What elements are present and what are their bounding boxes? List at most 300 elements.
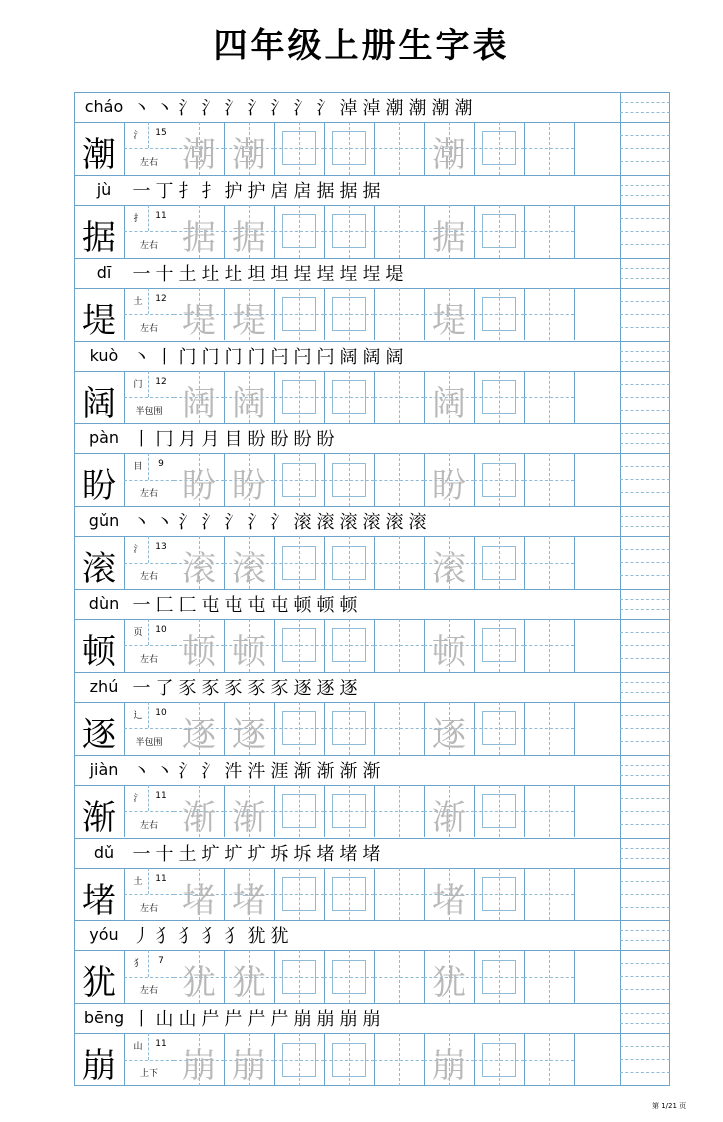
trace-character: 潮 xyxy=(182,135,216,175)
trace-character: 滚 xyxy=(182,549,216,590)
trace-character: 据 xyxy=(432,217,466,258)
structure-label: 左右 xyxy=(139,240,158,251)
trace-character: 阔 xyxy=(232,383,266,424)
right-guide-line xyxy=(620,658,670,659)
stroke-step: 埕 xyxy=(293,263,312,285)
info-divider xyxy=(124,397,174,398)
stroke-count: 7 xyxy=(158,956,164,967)
stroke-step: 崩 xyxy=(362,1009,381,1031)
stroke-step: 逐 xyxy=(339,677,358,699)
stroke-step: 犹 xyxy=(270,926,289,948)
cell-guide xyxy=(399,536,400,589)
stroke-step: 崩 xyxy=(293,1009,312,1031)
stroke-step: 犭 xyxy=(224,926,243,948)
stroke-step: 屵 xyxy=(270,1009,289,1031)
practice-cell-divider xyxy=(574,122,575,175)
pinyin-label: gǔn xyxy=(88,511,120,531)
stroke-order xyxy=(130,423,337,453)
stroke-step: 盼 xyxy=(316,429,335,451)
stroke-step: 丨 xyxy=(132,1009,151,1031)
info-divider xyxy=(148,453,149,479)
stroke-step: 潮 xyxy=(385,98,404,119)
stroke-step: 土 xyxy=(178,843,197,865)
trace-character: 堤 xyxy=(432,300,466,341)
stroke-step: 月 xyxy=(178,429,197,451)
stroke-step: 潮 xyxy=(408,98,427,119)
stroke-step: 据 xyxy=(316,180,335,202)
inner-practice-box xyxy=(282,214,316,248)
stroke-step: 坦 xyxy=(270,263,289,285)
cell-guide xyxy=(399,950,400,1003)
right-guide-line xyxy=(620,1059,670,1060)
cell-guide xyxy=(399,453,400,506)
trace-character: 顿 xyxy=(232,632,266,672)
inner-practice-box xyxy=(482,297,516,331)
stroke-count: 11 xyxy=(155,210,167,221)
stroke-step: 闩 xyxy=(270,346,289,368)
stroke-order xyxy=(130,755,383,785)
practice-cell-divider xyxy=(574,205,575,258)
trace-character: 顿 xyxy=(432,632,466,672)
stroke-step: 盼 xyxy=(247,429,266,451)
inner-practice-box xyxy=(282,297,316,331)
right-guide-line xyxy=(620,268,670,269)
stroke-order xyxy=(130,258,406,288)
right-guide-line xyxy=(620,645,670,646)
cell-guide xyxy=(399,1033,400,1086)
right-guide-line xyxy=(620,930,670,931)
stroke-step: 犭 xyxy=(201,926,220,948)
stroke-step: 一 xyxy=(132,595,151,616)
right-guide-line xyxy=(620,894,670,895)
trace-character: 阔 xyxy=(432,383,466,424)
stroke-step: 目 xyxy=(224,429,243,451)
inner-practice-box xyxy=(282,960,316,994)
stroke-step: 丶 xyxy=(132,98,151,119)
pinyin-divider xyxy=(74,1033,670,1034)
stroke-step: 淖 xyxy=(362,98,381,119)
right-guide-line xyxy=(620,102,670,103)
trace-character: 盼 xyxy=(432,466,466,507)
right-guide-line xyxy=(620,682,670,683)
structure-label: 上下 xyxy=(139,1069,158,1080)
stroke-step: 渐 xyxy=(316,760,335,782)
pinyin-divider xyxy=(74,453,670,454)
inner-practice-box xyxy=(482,380,516,414)
stroke-order xyxy=(130,1003,383,1033)
main-character: 逐 xyxy=(82,714,116,755)
stroke-step: 阔 xyxy=(362,346,381,368)
info-divider xyxy=(148,536,149,562)
info-divider xyxy=(124,148,174,149)
radical-label: 辶 xyxy=(133,710,143,721)
stroke-order xyxy=(130,920,291,950)
right-guide-line xyxy=(620,410,670,411)
stroke-step: 丶 xyxy=(155,512,174,534)
trace-character: 逐 xyxy=(232,714,266,755)
stroke-order xyxy=(130,92,475,122)
stroke-step: 埕 xyxy=(362,263,381,285)
stroke-step: 氵 xyxy=(270,512,289,534)
stroke-step: 十 xyxy=(155,843,174,865)
character-practice-sheet xyxy=(74,92,670,1086)
stroke-step: 匚 xyxy=(178,595,197,616)
stroke-step: 闩 xyxy=(316,346,335,368)
trace-character: 渐 xyxy=(432,797,466,838)
stroke-step: 豕 xyxy=(178,677,197,699)
stroke-step: 堵 xyxy=(316,843,335,865)
stroke-step: 氵 xyxy=(178,98,197,119)
pinyin-label: jù xyxy=(96,179,112,199)
practice-cell-divider xyxy=(574,619,575,672)
right-guide-line xyxy=(620,1046,670,1047)
stroke-step: 氵 xyxy=(247,98,266,119)
right-guide-line xyxy=(620,765,670,766)
stroke-step: 涯 xyxy=(270,760,289,782)
stroke-step: 崩 xyxy=(339,1009,358,1031)
stroke-step: 匚 xyxy=(155,595,174,616)
right-guide-line xyxy=(620,1072,670,1073)
right-guide-line xyxy=(620,135,670,136)
main-character: 犹 xyxy=(82,963,116,1004)
stroke-step: 豕 xyxy=(224,677,243,699)
stroke-step: 埕 xyxy=(316,263,335,285)
info-divider xyxy=(148,702,149,728)
stroke-step: 圹 xyxy=(224,843,243,865)
stroke-step: 滚 xyxy=(408,512,427,534)
cell-guide xyxy=(549,1033,550,1086)
info-divider xyxy=(124,977,174,978)
stroke-step: 丨 xyxy=(155,346,174,368)
stroke-step: 氵 xyxy=(293,98,312,119)
pinyin-label: dī xyxy=(96,262,112,282)
stroke-step: 屯 xyxy=(201,595,220,616)
stroke-step: 丁 xyxy=(155,180,174,202)
cell-guide xyxy=(399,702,400,755)
stroke-step: 堵 xyxy=(362,843,381,865)
cell-guide xyxy=(549,950,550,1003)
trace-character: 犹 xyxy=(432,963,466,1004)
cell-guide xyxy=(549,619,550,672)
trace-character: 盼 xyxy=(182,466,216,507)
info-divider xyxy=(124,314,174,315)
pinyin-label: bēng xyxy=(83,1008,125,1028)
radical-label: 土 xyxy=(133,296,143,307)
cell-guide xyxy=(399,205,400,258)
stroke-step: 丶 xyxy=(132,512,151,534)
pinyin-divider xyxy=(74,122,670,123)
inner-practice-box xyxy=(332,131,366,165)
right-guide-line xyxy=(620,479,670,480)
stroke-step: 山 xyxy=(178,1009,197,1031)
info-divider xyxy=(148,868,149,894)
stroke-order xyxy=(130,672,360,702)
right-guide-line xyxy=(620,549,670,550)
right-guide-line xyxy=(620,562,670,563)
stroke-step: 豕 xyxy=(247,677,266,699)
info-divider xyxy=(148,205,149,231)
structure-label: 左右 xyxy=(139,820,158,831)
right-guide-line xyxy=(620,361,670,362)
cell-guide xyxy=(549,453,550,506)
trace-character: 渐 xyxy=(232,797,266,838)
practice-cell-divider xyxy=(574,371,575,424)
stroke-order xyxy=(130,838,383,868)
stroke-step: 阔 xyxy=(339,346,358,368)
stroke-step: 山 xyxy=(155,1009,174,1031)
inner-practice-box xyxy=(282,463,316,497)
right-guide-line xyxy=(620,599,670,600)
right-guide-line xyxy=(620,443,670,444)
stroke-step: 滚 xyxy=(385,512,404,534)
trace-character: 据 xyxy=(182,217,216,258)
inner-practice-box xyxy=(332,380,366,414)
right-guide-line xyxy=(620,907,670,908)
page-title: 四年级上册生字表 xyxy=(213,26,510,66)
cell-guide xyxy=(549,785,550,838)
right-guide-line xyxy=(620,433,670,434)
stroke-step: 氵 xyxy=(247,512,266,534)
structure-label: 半包围 xyxy=(135,406,163,417)
structure-label: 左右 xyxy=(139,158,158,168)
cell-guide xyxy=(549,371,550,424)
stroke-step: 据 xyxy=(339,180,358,202)
cell-guide xyxy=(549,122,550,175)
stroke-step: 堤 xyxy=(385,263,404,285)
stroke-count: 15 xyxy=(155,128,167,138)
stroke-step: 一 xyxy=(132,843,151,865)
stroke-step: 滚 xyxy=(293,512,312,534)
right-guide-line xyxy=(620,940,670,941)
radical-label: 门 xyxy=(133,379,143,390)
pinyin-label: jiàn xyxy=(89,759,119,779)
info-divider xyxy=(148,288,149,314)
stroke-step: 丶 xyxy=(155,760,174,782)
stroke-step: 扂 xyxy=(293,180,312,202)
stroke-step: 埕 xyxy=(339,263,358,285)
trace-character: 据 xyxy=(232,217,266,258)
stroke-step: 豕 xyxy=(201,677,220,699)
right-guide-line xyxy=(620,185,670,186)
inner-practice-box xyxy=(282,794,316,828)
inner-practice-box xyxy=(332,628,366,662)
right-guide-line xyxy=(620,881,670,882)
structure-label: 左右 xyxy=(139,323,158,334)
stroke-step: 丶 xyxy=(132,760,151,782)
trace-character: 崩 xyxy=(182,1046,216,1087)
right-guide-line xyxy=(620,351,670,352)
inner-practice-box xyxy=(282,1043,316,1077)
inner-practice-box xyxy=(332,546,366,580)
stroke-step: 渐 xyxy=(339,760,358,782)
right-guide-line xyxy=(620,301,670,302)
pinyin-divider xyxy=(74,536,670,537)
main-character: 渐 xyxy=(82,797,116,838)
stroke-step: 屯 xyxy=(224,595,243,616)
radical-label: 氵 xyxy=(133,131,143,141)
stroke-order xyxy=(130,341,406,371)
right-guide-line xyxy=(620,989,670,990)
inner-practice-box xyxy=(282,131,316,165)
stroke-count: 13 xyxy=(155,542,167,553)
stroke-step: 滚 xyxy=(316,512,335,534)
stroke-step: 顿 xyxy=(316,595,335,616)
right-guide-line xyxy=(620,798,670,799)
right-guide-line xyxy=(620,632,670,633)
info-divider xyxy=(124,645,174,646)
stroke-count: 9 xyxy=(158,459,164,470)
trace-character: 渐 xyxy=(182,797,216,838)
inner-practice-box xyxy=(482,131,516,165)
trace-character: 阔 xyxy=(182,383,216,424)
stroke-step: 氵 xyxy=(201,98,220,119)
page-number: 第 1/21 页 xyxy=(652,1102,687,1110)
stroke-step: 顿 xyxy=(339,595,358,616)
stroke-step: 护 xyxy=(224,180,243,202)
right-guide-line xyxy=(620,314,670,315)
pinyin-divider xyxy=(74,619,670,620)
stroke-step: 屵 xyxy=(201,1009,220,1031)
info-divider xyxy=(148,122,149,148)
inner-practice-box xyxy=(482,1043,516,1077)
right-guide-line xyxy=(620,148,670,149)
right-guide-line xyxy=(620,526,670,527)
right-guide-line xyxy=(620,1023,670,1024)
inner-practice-box xyxy=(482,546,516,580)
right-guide-line xyxy=(620,824,670,825)
structure-label: 左右 xyxy=(139,655,158,665)
trace-character: 崩 xyxy=(432,1046,466,1087)
radical-label: 山 xyxy=(133,1042,143,1053)
stroke-step: 顿 xyxy=(293,595,312,616)
inner-practice-box xyxy=(482,711,516,745)
main-character: 堤 xyxy=(82,300,116,341)
practice-cell-divider xyxy=(574,785,575,838)
right-guide-line xyxy=(620,775,670,776)
right-guide-line xyxy=(620,741,670,742)
stroke-step: 门 xyxy=(201,346,220,368)
main-character: 据 xyxy=(82,217,116,258)
right-guide-line xyxy=(620,811,670,812)
right-guide-line xyxy=(620,715,670,716)
info-divider xyxy=(124,231,174,232)
pinyin-divider xyxy=(74,785,670,786)
right-guide-line xyxy=(620,278,670,279)
stroke-step: 十 xyxy=(155,263,174,285)
right-guide-line xyxy=(620,728,670,729)
inner-practice-box xyxy=(332,711,366,745)
radical-label: 氵 xyxy=(133,793,143,804)
inner-practice-box xyxy=(332,877,366,911)
cell-guide xyxy=(399,868,400,921)
cell-guide xyxy=(549,702,550,755)
right-guide-line xyxy=(620,384,670,385)
inner-practice-box xyxy=(482,463,516,497)
main-character: 潮 xyxy=(82,135,116,175)
cell-guide xyxy=(399,785,400,838)
trace-character: 堤 xyxy=(232,300,266,341)
stroke-step: 盼 xyxy=(270,429,289,451)
inner-practice-box xyxy=(332,794,366,828)
structure-label: 左右 xyxy=(139,489,158,500)
practice-cell-divider xyxy=(574,702,575,755)
right-guide-line xyxy=(620,161,670,162)
right-guide-line xyxy=(620,963,670,964)
structure-label: 左右 xyxy=(139,572,158,583)
pinyin-divider xyxy=(74,205,670,206)
pinyin-divider xyxy=(74,868,670,869)
inner-practice-box xyxy=(482,960,516,994)
cell-guide xyxy=(549,205,550,258)
trace-character: 堵 xyxy=(432,880,466,921)
stroke-step: 了 xyxy=(155,677,174,699)
stroke-step: 汼 xyxy=(224,760,243,782)
right-guide-line xyxy=(620,231,670,232)
stroke-step: 一 xyxy=(132,180,151,202)
right-guide-line xyxy=(620,466,670,467)
inner-practice-box xyxy=(282,877,316,911)
trace-character: 堵 xyxy=(232,880,266,921)
stroke-step: 丨 xyxy=(132,429,151,451)
info-divider xyxy=(124,1060,174,1061)
stroke-step: 渐 xyxy=(362,760,381,782)
stroke-step: 盼 xyxy=(293,429,312,451)
cell-guide xyxy=(549,536,550,589)
stroke-step: 护 xyxy=(247,180,266,202)
stroke-step: 圵 xyxy=(224,263,243,285)
structure-label: 左右 xyxy=(139,903,158,914)
stroke-step: 扌 xyxy=(178,180,197,202)
stroke-step: 氵 xyxy=(178,512,197,534)
stroke-step: 潮 xyxy=(431,98,450,119)
trace-character: 堵 xyxy=(182,880,216,921)
right-guide-line xyxy=(620,575,670,576)
trace-character: 犹 xyxy=(182,963,216,1004)
stroke-step: 氵 xyxy=(270,98,289,119)
practice-cell-divider xyxy=(574,868,575,921)
right-guide-line xyxy=(620,609,670,610)
stroke-order xyxy=(130,175,383,205)
inner-practice-box xyxy=(282,380,316,414)
stroke-count: 10 xyxy=(155,707,167,718)
stroke-order xyxy=(130,589,360,619)
inner-practice-box xyxy=(482,214,516,248)
trace-character: 潮 xyxy=(232,135,266,175)
trace-character: 堤 xyxy=(182,300,216,341)
trace-character: 滚 xyxy=(432,549,466,590)
stroke-step: 屯 xyxy=(270,595,289,616)
stroke-step: 冂 xyxy=(155,429,174,451)
trace-character: 逐 xyxy=(182,714,216,755)
stroke-step: 圹 xyxy=(201,843,220,865)
stroke-step: 逐 xyxy=(293,677,312,699)
main-character: 阔 xyxy=(82,383,116,424)
pinyin-label: cháo xyxy=(84,97,124,116)
stroke-step: 犹 xyxy=(247,926,266,948)
main-character: 堵 xyxy=(82,880,116,921)
radical-label: 扌 xyxy=(133,213,143,224)
right-guide-line xyxy=(620,516,670,517)
stroke-step: 氵 xyxy=(316,98,335,119)
info-divider xyxy=(124,811,174,812)
radical-label: 氵 xyxy=(133,545,143,556)
cell-guide xyxy=(399,619,400,672)
inner-practice-box xyxy=(332,1043,366,1077)
stroke-step: 豕 xyxy=(270,677,289,699)
cell-guide xyxy=(399,122,400,175)
stroke-step: 据 xyxy=(362,180,381,202)
practice-cell-divider xyxy=(574,453,575,506)
